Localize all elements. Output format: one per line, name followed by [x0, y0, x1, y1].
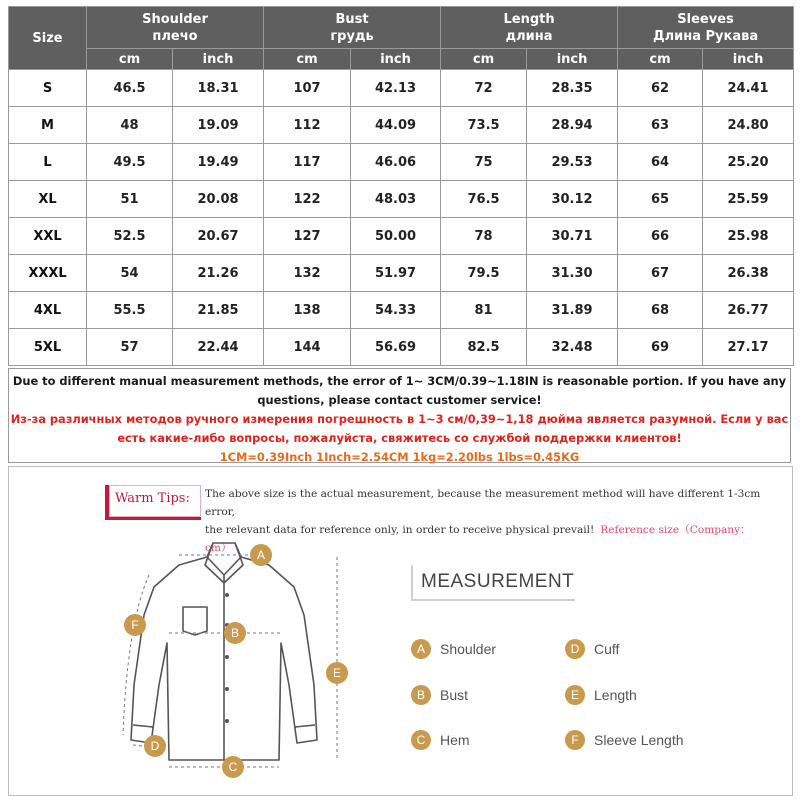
measurement-cell: 67	[618, 255, 703, 292]
sleeves-header	[618, 7, 794, 49]
measurement-cell: 21.85	[173, 292, 264, 329]
size-row	[9, 218, 794, 255]
measurement-cell: 144	[264, 329, 351, 366]
measurement-cell: 24.41	[703, 70, 794, 107]
legend-sleeve-length-label: Sleeve Length	[594, 732, 684, 748]
legend-shoulder-label: Shoulder	[440, 641, 497, 657]
measurement-cell: 64	[618, 144, 703, 181]
marker-b	[224, 622, 246, 644]
size-row	[9, 181, 794, 218]
legend-bust-label: Bust	[440, 687, 469, 703]
shirt-outline	[131, 543, 317, 760]
diagram-markers	[124, 544, 348, 778]
measurement-cell: 75	[441, 144, 527, 181]
measurement-cell: 57	[87, 329, 173, 366]
legend-shoulder	[411, 639, 496, 659]
measurement-cell: 72	[441, 70, 527, 107]
measurement-cell: 20.67	[173, 218, 264, 255]
marker-b-label: B	[230, 626, 240, 640]
unit-header: cm	[618, 49, 703, 70]
legend-hem-label: Hem	[440, 732, 470, 748]
unit-header: inch	[527, 49, 618, 70]
measurement-cell: 122	[264, 181, 351, 218]
marker-c	[222, 756, 244, 778]
legend-cuff	[565, 639, 619, 659]
unit-conversion-note: 1CM=0.39Inch 1Inch=2.54CM 1kg=2.20lbs 1lbs=0.45KG	[219, 450, 580, 464]
marker-f	[124, 614, 146, 636]
length-title: Length	[503, 11, 555, 27]
unit-header: cm	[441, 49, 527, 70]
measurement-cell: 22.44	[173, 329, 264, 366]
measurement-cell: 32.48	[527, 329, 618, 366]
length-subtitle: длина	[505, 28, 553, 44]
measurement-cell: 28.94	[527, 107, 618, 144]
measurement-cell: 25.20	[703, 144, 794, 181]
bust-subtitle: грудь	[330, 28, 374, 44]
unit-header: inch	[351, 49, 441, 70]
legend-cuff-label: Cuff	[594, 641, 620, 657]
size-label-cell: XXXL	[9, 255, 87, 292]
size-row	[9, 292, 794, 329]
measurement-cell: 44.09	[351, 107, 441, 144]
unit-header: cm	[87, 49, 173, 70]
measurement-cell: 81	[441, 292, 527, 329]
size-row	[9, 329, 794, 366]
measurement-cell: 29.53	[527, 144, 618, 181]
sleeves-subtitle: Длина Рукава	[653, 28, 759, 44]
warm-tips-line-1: The above size is the actual measurement, because the measurement method will have different 1-3cm error,	[205, 488, 761, 518]
size-label-cell: L	[9, 144, 87, 181]
marker-a	[250, 544, 272, 566]
measurement-cell: 30.71	[527, 218, 618, 255]
measurement-cell: 31.30	[527, 255, 618, 292]
shoulder-title: Shoulder	[142, 11, 208, 27]
shirt-buttons	[225, 593, 229, 723]
marker-c-label: C	[228, 760, 238, 774]
measurement-cell: 117	[264, 144, 351, 181]
measurement-cell: 18.31	[173, 70, 264, 107]
measurement-cell: 25.59	[703, 181, 794, 218]
sleeves-title: Sleeves	[677, 11, 734, 27]
english-note: Due to different manual measurement methods, the error of 1~ 3CM/0.39~1.18IN is reasonable portion. If you have any questions, please contact customer service!	[12, 374, 787, 407]
warm-tips-line-2: the relevant data for reference only, in order to receive physical prevail!	[205, 524, 595, 536]
legend-length-marker: E	[565, 685, 585, 705]
size-label-cell: XL	[9, 181, 87, 218]
measurement-cell: 26.38	[703, 255, 794, 292]
measurement-cell: 68	[618, 292, 703, 329]
measurement-cell: 20.08	[173, 181, 264, 218]
bust-title: Bust	[335, 11, 369, 27]
measurement-cell: 28.35	[527, 70, 618, 107]
measurement-notes	[8, 368, 791, 463]
measurement-cell: 132	[264, 255, 351, 292]
measurement-cell: 24.80	[703, 107, 794, 144]
measurement-cell: 66	[618, 218, 703, 255]
shoulder-header	[87, 7, 264, 49]
measurement-cell: 51.97	[351, 255, 441, 292]
legend-length	[565, 685, 637, 705]
size-label-cell: 4XL	[9, 292, 87, 329]
warm-tips-badge	[105, 485, 201, 517]
measurement-title-box	[411, 565, 575, 601]
measurement-cell: 138	[264, 292, 351, 329]
size-label-cell: XXL	[9, 218, 87, 255]
measurement-cell: 54.33	[351, 292, 441, 329]
size-row	[9, 255, 794, 292]
legend-shoulder-marker: A	[411, 639, 431, 659]
marker-e	[326, 662, 348, 684]
measurement-cell: 50.00	[351, 218, 441, 255]
legend-bust	[411, 685, 468, 705]
measurement-cell: 55.5	[87, 292, 173, 329]
marker-e-label: E	[332, 666, 342, 680]
measurement-cell: 82.5	[441, 329, 527, 366]
unit-header: inch	[173, 49, 264, 70]
measurement-title: MEASUREMENT	[421, 571, 575, 592]
measurement-cell: 46.5	[87, 70, 173, 107]
marker-a-label: A	[256, 548, 266, 562]
legend-sleeve-length-marker: F	[565, 730, 585, 750]
measurement-cell: 51	[87, 181, 173, 218]
measurement-cell: 73.5	[441, 107, 527, 144]
shoulder-subtitle: плечо	[152, 28, 198, 44]
marker-d	[144, 735, 166, 757]
size-chart-table	[8, 6, 794, 366]
measurement-cell: 63	[618, 107, 703, 144]
size-row	[9, 107, 794, 144]
length-header	[441, 7, 618, 49]
size-label-cell: S	[9, 70, 87, 107]
unit-header: cm	[264, 49, 351, 70]
measurement-cell: 46.06	[351, 144, 441, 181]
size-row	[9, 144, 794, 181]
measurement-cell: 62	[618, 70, 703, 107]
measurement-cell: 79.5	[441, 255, 527, 292]
measurement-cell: 107	[264, 70, 351, 107]
measurement-cell: 76.5	[441, 181, 527, 218]
russian-note: Из-за различных методов ручного измерения погрешность в 1~3 см/0,39~1,18 дюйма является разумной. Если у вас есть какие-либо вопросы, пожалуйста, свяжитесь со службой поддержки клиентов!	[10, 412, 789, 445]
size-label-cell: 5XL	[9, 329, 87, 366]
measurement-cell: 48.03	[351, 181, 441, 218]
legend-length-label: Length	[594, 687, 637, 703]
measurement-cell: 25.98	[703, 218, 794, 255]
measurement-cell: 69	[618, 329, 703, 366]
bust-header	[264, 7, 441, 49]
measurement-cell: 19.49	[173, 144, 264, 181]
shirt-measurement-diagram	[109, 535, 369, 790]
size-row	[9, 70, 794, 107]
legend-cuff-marker: D	[565, 639, 585, 659]
measurement-cell: 65	[618, 181, 703, 218]
size-header: Size	[9, 7, 87, 70]
measurement-cell: 27.17	[703, 329, 794, 366]
unit-header: inch	[703, 49, 794, 70]
size-label-cell: M	[9, 107, 87, 144]
measurement-cell: 26.77	[703, 292, 794, 329]
measurement-cell: 56.69	[351, 329, 441, 366]
measurement-cell: 78	[441, 218, 527, 255]
marker-f-label: F	[131, 618, 139, 632]
measurement-cell: 54	[87, 255, 173, 292]
measurement-cell: 31.89	[527, 292, 618, 329]
measurement-cell: 52.5	[87, 218, 173, 255]
measurement-cell: 112	[264, 107, 351, 144]
measurement-cell: 48	[87, 107, 173, 144]
measurement-guide-panel	[8, 466, 793, 796]
measurement-cell: 21.26	[173, 255, 264, 292]
measurement-cell: 30.12	[527, 181, 618, 218]
legend-sleeve-length	[565, 730, 684, 750]
legend-hem	[411, 730, 470, 750]
marker-d-label: D	[150, 739, 160, 753]
reference-size-note: Reference size（Company：cm）	[205, 524, 751, 554]
legend-hem-marker: C	[411, 730, 431, 750]
measurement-cell: 49.5	[87, 144, 173, 181]
legend-bust-marker: B	[411, 685, 431, 705]
measurement-cell: 19.09	[173, 107, 264, 144]
measurement-cell: 42.13	[351, 70, 441, 107]
warm-tips-label: Warm Tips:	[115, 491, 190, 506]
measurement-cell: 127	[264, 218, 351, 255]
